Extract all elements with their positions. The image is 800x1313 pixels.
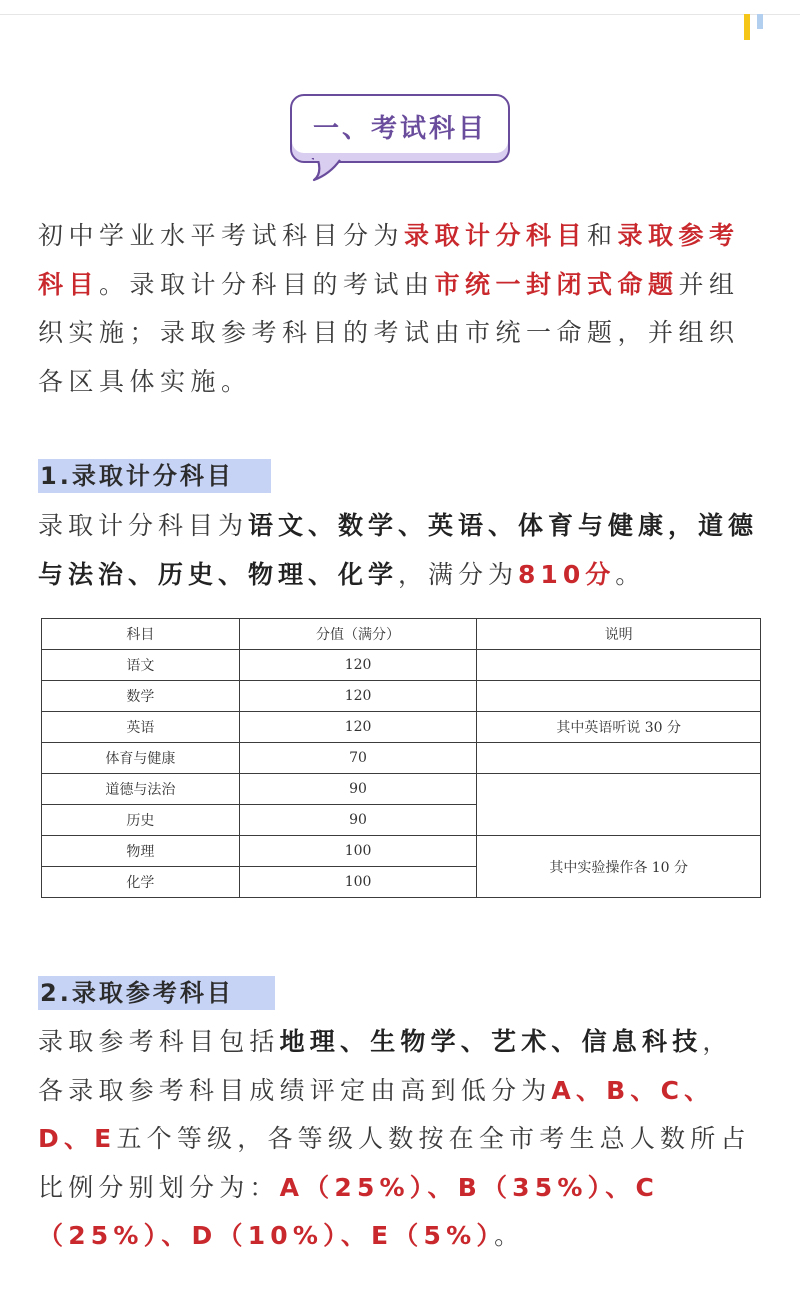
bubble-box	[290, 94, 510, 163]
cell-subject: 历史	[42, 805, 240, 836]
page-title: 一、考试科目	[312, 114, 487, 144]
cell-score: 120	[239, 681, 477, 712]
cell-subject: 物理	[42, 836, 240, 867]
cell-note	[477, 743, 761, 774]
reference-subjects-paragraph	[38, 1018, 762, 1261]
header-note: 说明	[477, 619, 761, 650]
decorative-accent-blue	[757, 14, 763, 29]
paragraph-text: 录取参考科目包括	[38, 1027, 280, 1056]
score-table	[41, 618, 761, 898]
cell-note	[477, 650, 761, 681]
grade-percentages: A（25%）、B（35%）、C（25%）、D（10%）、E（5%）	[38, 1172, 660, 1250]
cell-score: 100	[239, 836, 477, 867]
header-score: 分值（满分）	[239, 619, 477, 650]
cell-score: 90	[239, 774, 477, 805]
cell-score: 120	[239, 650, 477, 681]
paragraph-text: ，各录取参考科目成绩评定由高到低分为	[38, 1027, 733, 1105]
paragraph-text: ，满分为	[398, 559, 519, 589]
intro-text: 。录取计分科目的考试由	[99, 269, 435, 299]
cell-score: 70	[239, 743, 477, 774]
header-subject: 科目	[42, 619, 240, 650]
intro-paragraph	[38, 212, 762, 406]
intro-text: 和	[587, 221, 618, 250]
subject-list: 地理、生物学、艺术、信息科技	[279, 1027, 703, 1056]
intro-text: 并组织实施；录取参考科目的考试由市统一命题，并组织各区具体实施。	[38, 269, 740, 396]
cell-score: 100	[239, 867, 477, 898]
cell-subject: 语文	[42, 650, 240, 681]
table-header-row	[42, 619, 761, 650]
grade-levels: A、B、C、D、E	[38, 1075, 715, 1153]
highlight-reference-subjects: 录取参考科目	[38, 221, 740, 299]
cell-note: 其中英语听说 30 分	[477, 712, 761, 743]
subject-list: 语文、数学、英语、体育与健康，道德与法治、历史、物理、化学	[38, 511, 759, 589]
cell-subject: 英语	[42, 712, 240, 743]
cell-note-merged: 其中实验操作各 10 分	[477, 836, 761, 898]
cell-subject: 道德与法治	[42, 774, 240, 805]
paragraph-text: 录取计分科目为	[38, 511, 249, 540]
table-row	[42, 712, 761, 743]
cell-score: 120	[239, 712, 477, 743]
table-row	[42, 836, 761, 867]
speech-bubble-tail-icon	[310, 158, 346, 182]
heading-speech-bubble	[290, 94, 512, 182]
highlight-scored-subjects: 录取计分科目	[404, 221, 588, 250]
section-heading-reference-subjects: 2.录取参考科目	[38, 976, 275, 1010]
table-row	[42, 774, 761, 805]
section-heading-scored-subjects: 1.录取计分科目	[38, 459, 271, 493]
cell-note	[477, 681, 761, 712]
intro-text: 初中学业水平考试科目分为	[38, 221, 405, 250]
highlight-unified-exam: 市统一封闭式命题	[434, 269, 679, 299]
top-divider	[0, 14, 800, 15]
cell-note-merged	[477, 774, 761, 836]
total-score: 810分	[518, 559, 616, 589]
paragraph-text: 。	[494, 1221, 525, 1250]
paragraph-text: 五个等级，各等级人数按在全市考生总人数所占比例分别划分为：	[38, 1124, 751, 1202]
scored-subjects-paragraph	[38, 502, 762, 599]
table-row	[42, 650, 761, 681]
cell-subject: 数学	[42, 681, 240, 712]
decorative-accent-yellow	[744, 14, 750, 40]
table-row	[42, 743, 761, 774]
cell-subject: 体育与健康	[42, 743, 240, 774]
paragraph-text: 。	[615, 559, 646, 589]
table-row	[42, 681, 761, 712]
cell-subject: 化学	[42, 867, 240, 898]
cell-score: 90	[239, 805, 477, 836]
